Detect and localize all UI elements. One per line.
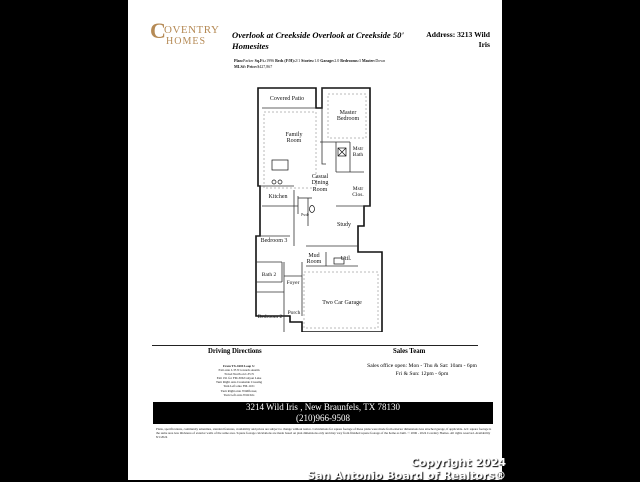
room-powder: Pwdr (301, 213, 309, 217)
sales-hours-line-2: Fri & Sun: 12pm - 6pm (395, 371, 449, 377)
room-foyer: Foyer (286, 280, 300, 286)
room-study: Study (336, 222, 351, 228)
logo-mark: C (150, 18, 166, 43)
room-kitchen: Kitchen (268, 194, 288, 200)
room-casual-dining: Casual Dining Room (311, 174, 329, 193)
direction-line: Turn Left onto FM-1101 (223, 384, 255, 389)
sales-office-address: 3214 Wild Iris , New Braunfels, TX 78130 (245, 402, 401, 412)
beds-label: Beds (F/H): (275, 58, 296, 63)
room-mstr-closet: Mstr Clos. (352, 186, 364, 199)
coventry-homes-logo (150, 18, 220, 48)
bedrooms-label: Bedrooms: (340, 58, 359, 63)
bedrooms-value: 3 (358, 58, 361, 63)
direction-line: Turn Left onto Wild Iris (223, 392, 255, 397)
room-bedroom-2: Bedroom 2 (257, 314, 283, 320)
master-label: Master: (361, 58, 376, 63)
board-watermark: San Antonio Board of Realtors® (307, 469, 506, 482)
direction-line: Turn Right onto Wildflower, (220, 388, 258, 393)
community-title: Overlook at Creekside Overlook at Creekside 50' Homesites (232, 30, 404, 51)
room-porch: Porch (287, 310, 301, 316)
master-value: Down (375, 58, 386, 63)
sales-hours (350, 362, 494, 378)
plan-specs (234, 58, 484, 70)
logo-name: OVENTRY (164, 24, 220, 36)
direction-line: Exit 191 for FM-306/Canyon Lake (216, 376, 262, 381)
garage-label: Garage: (320, 58, 335, 63)
price-label: Price: (247, 64, 258, 69)
copyright-watermark: Copyright 2024 (410, 456, 506, 469)
sales-hours-line-1: Sales office open: Mon - Thu & Sat: 10am - 6pm (367, 363, 477, 369)
driving-directions-heading: Driving Directions (208, 348, 262, 355)
brochure-sheet (128, 0, 502, 480)
beds-value: 2/1 (295, 58, 301, 63)
home-address: Address: 3213 Wild Iris (426, 30, 490, 49)
price-value: $427,867 (257, 64, 273, 69)
stories-value: 1.0 (314, 58, 320, 63)
room-utility: Util. (340, 256, 352, 262)
room-family-room: Family Room (285, 132, 303, 145)
room-bath-2: Bath 2 (261, 272, 277, 278)
stories-label: Stories: (301, 58, 315, 63)
garage-value: 2.0 (334, 58, 340, 63)
contact-band (153, 402, 493, 424)
room-bedroom-3: Bedroom 3 (260, 238, 288, 244)
plan-label: Plan: (234, 58, 244, 63)
room-mstr-bath: Mstr Bath (352, 146, 364, 159)
direction-line: Travel North on I-35 N (224, 372, 254, 377)
direction-line: From TX-1604 Loop S: (223, 364, 255, 368)
room-two-car-garage: Two Car Garage (322, 300, 362, 306)
logo-subtitle: HOMES (166, 36, 207, 47)
floor-plan-drawing (254, 86, 384, 332)
room-covered-patio: Covered Patio (269, 96, 305, 102)
driving-directions-text (204, 364, 274, 397)
room-master-bedroom: Master Bedroom (336, 110, 360, 123)
sqft-value: 1996 (266, 58, 275, 63)
sales-team-heading: Sales Team (393, 348, 426, 355)
sales-phone: (210)966-9508 (296, 413, 350, 423)
section-divider (152, 345, 478, 346)
sqft-label: Sq.Ft.: (254, 58, 267, 63)
mls-label: MLS#: (234, 64, 246, 69)
plan-value: Parker (243, 58, 254, 63)
room-mud-room: Mud Room (306, 253, 322, 266)
direction-line: Turn Right onto Creekside Crossing (215, 380, 263, 385)
direction-line: Exit onto I-35 N towards Austin (218, 368, 260, 373)
floor-plan (254, 86, 384, 332)
disclaimer-text: Plans, specifications, community amenities, standard features, availability and prices are subject to change without notice. Calculations for square footage of these plans were made from exterior dimensions less attached garage, if applicable. A/C square footage is the same area less thickness of exterior walls of the same area. Square footage calculations are made based on plan dimensions only and may vary from finished square footage of the home as built. © 2006 - 2024 Coventry Homes. All rights reserved. Availability 8/1/2024 (156, 427, 492, 440)
